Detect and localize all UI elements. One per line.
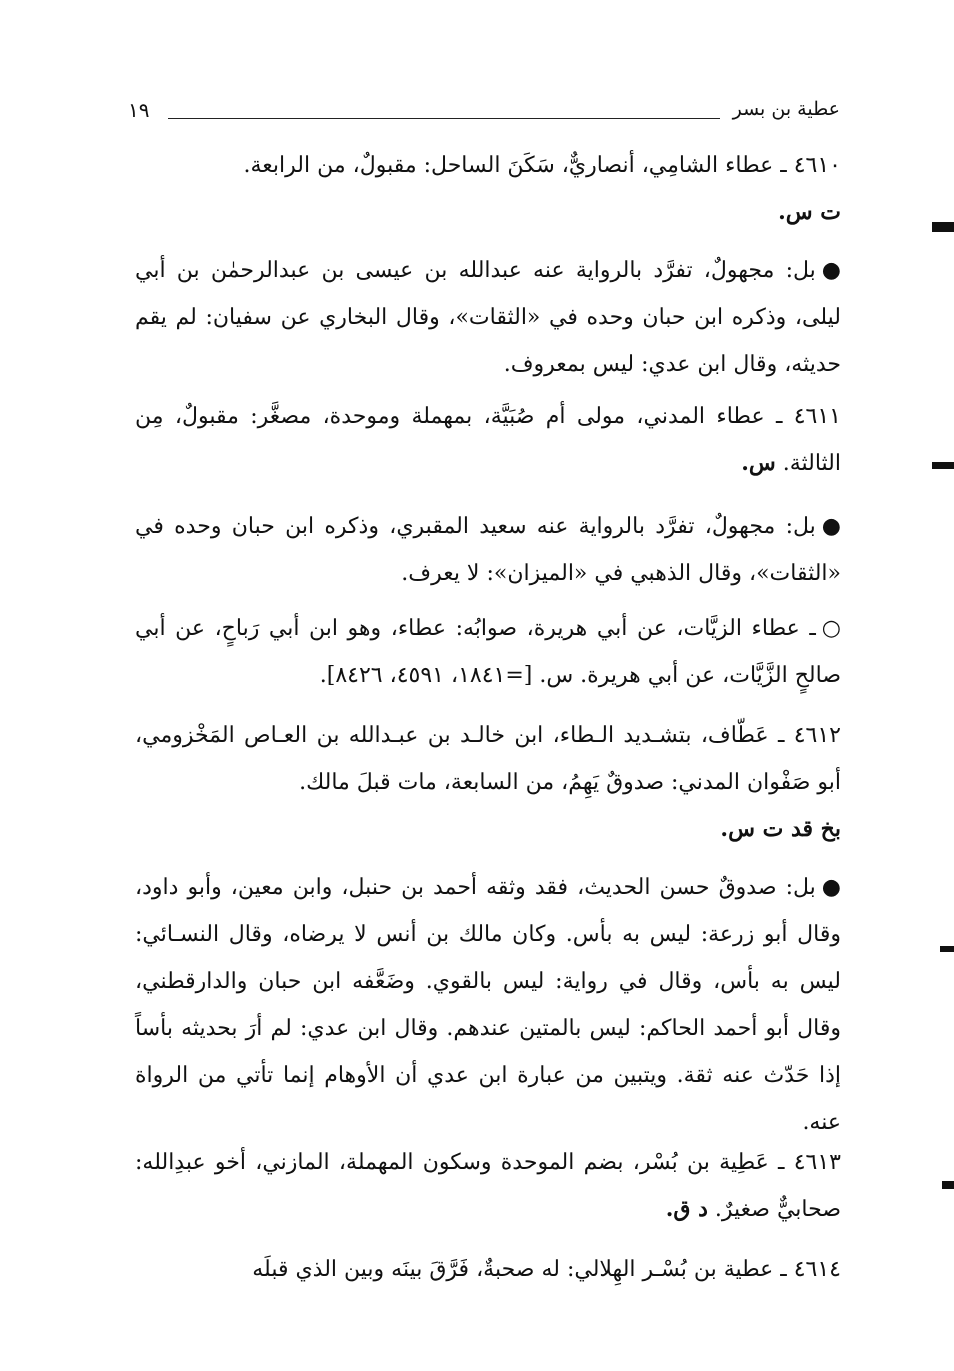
comment-4610 (135, 247, 841, 388)
filled-bullet-icon: ● (821, 258, 841, 283)
entry-4611 (135, 393, 841, 487)
header-rule (168, 118, 720, 119)
comment-4612 (135, 864, 841, 1146)
comment-text: بل: مجهولٌ، تفرَّد بالرواية عنه سعيد المقبري، وذكره ابن حبان وحده في «الثقات»، وقال الذهبي في «الميزان»: لا يعرف. (135, 514, 841, 586)
entry-4612 (135, 712, 841, 853)
margin-mark (932, 222, 954, 232)
margin-mark (942, 1181, 954, 1189)
running-title: عطية بن بسر (732, 98, 840, 120)
page-number: ١٩ (128, 98, 150, 122)
filled-bullet-icon: ● (821, 875, 841, 900)
entry-4610 (135, 142, 841, 236)
entry-text: ـ عطاء الزيَّات، عن أبي هريرة، صوابُه: عطاء، وهو ابن أبي رَباحٍ، عن أبي صالحٍ الزَّيَّات، عن أبي هريرة. س. [=١٨٤١، ٤٥٩١، ٨٤٢٦]. (135, 616, 841, 688)
entry-sigla: س. (741, 450, 776, 476)
entry-text: ٤٦١٠ ـ عطاء الشامِي، أنصاريٌّ، سَكَنَ الساحل: مقبولٌ، من الرابعة. (243, 153, 841, 178)
entry-sigla: ت س. (778, 199, 841, 225)
filled-bullet-icon: ● (821, 514, 841, 539)
hollow-circle-icon: ○ (821, 616, 841, 641)
entry-text: ٤٦١٣ ـ عَطِية بن بُسْر، بضم الموحدة وسكون المهملة، المازني، أخو عبدِالله: صحابيٌّ صغيرٌ. (135, 1150, 841, 1222)
entry-sigla: د ق. (665, 1196, 708, 1222)
comment-4611 (135, 503, 841, 597)
entry-text: ٤٦١١ ـ عطاء المدني، مولى أم صُبَيَّة، بمهملة وموحدة، مصغَّر: مقبولٌ، مِن الثالثة. (135, 404, 841, 476)
margin-mark (940, 946, 954, 952)
entry-text: ٤٦١٢ ـ عَطّاف، بتشـديد الـطاء، ابن خالـد بن عبـدالله بن العـاص المَخْزومي، أبو صَفْوان المدني: صدوقٌ يَهِمُ، من السابعة، مات قبلَ مالك. (135, 723, 841, 795)
margin-mark (932, 462, 954, 469)
page-header (128, 98, 840, 128)
comment-text: بل: صدوقٌ حسن الحديث، فقد وثقه أحمد بن حنبل، وابن معين، وأبو داود، وقال أبو زرعة: ليس به بأس. وكان مالك بن أنس لا يرضاه، وقال النسـائي: ليس به بأس، وقال في رواية: ليس بالقوي. وضَعَّفه ابن حبان والدارقطني، وقال أبو أحمد الحاكم: ليس بالمتين عندهم. وقال ابن عدي: لم أرَ بحديثه بأساً إذا حَدّث عنه ثقة. ويتبين من عبارة ابن عدي أن الأوهام إنما تأتي من الرواة عنه. (135, 875, 841, 1135)
entry-text: ٤٦١٤ ـ عطية بن بُسْـر الهِلالي: له صحبةٌ، فَرَّقَ بينَه وبين الذي قبلَه (252, 1257, 841, 1282)
entry-ata-zayyat (135, 605, 841, 699)
entry-4614 (135, 1246, 841, 1293)
entry-sigla: بخ قد ت س. (720, 816, 841, 842)
comment-text: بل: مجهولٌ، تفرَّد بالرواية عنه عبدالله بن عيسى بن عبدالرحمٰن بن أبي ليلى، وذكره ابن حبان وحده في «الثقات»، وقال البخاري عن سفيان: لم يقم حديثه، وقال ابن عدي: ليس بمعروف. (135, 258, 841, 377)
entry-4613 (135, 1139, 841, 1233)
